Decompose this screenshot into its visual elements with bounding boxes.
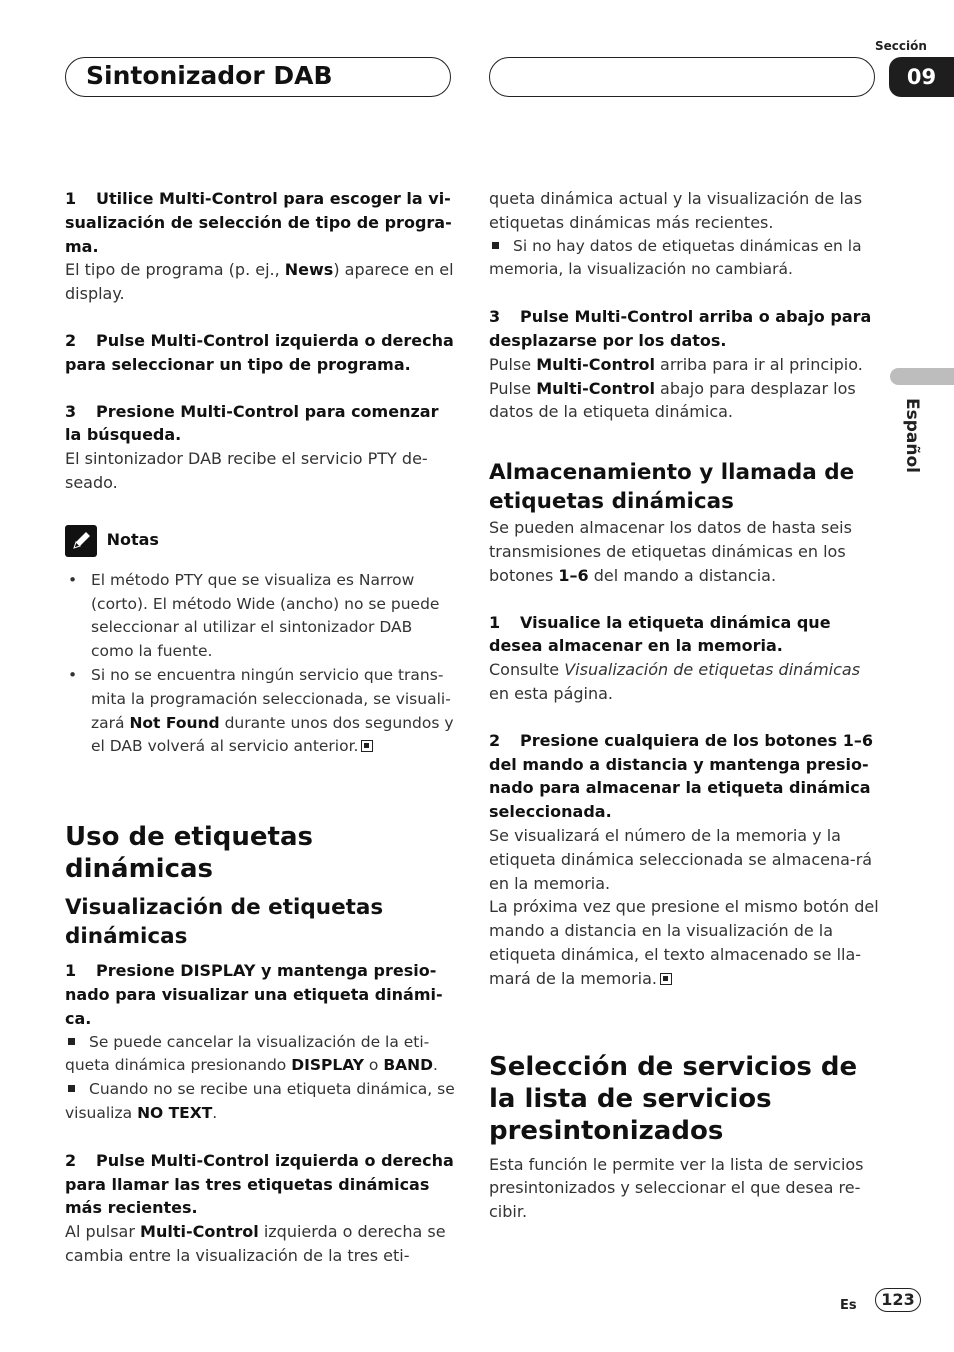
right-column [489, 187, 879, 1224]
store-step-1-text: Consulte Visualización de etiquetas dinámicas en esta página. [489, 660, 861, 703]
end-mark-icon [660, 973, 672, 985]
heading-visualizacion: Visualización de etiquetas dinámicas [65, 895, 384, 950]
continued-bullet: Si no hay datos de etiquetas dinámicas en la memoria, la visualización no cambiará. [489, 236, 862, 279]
vis-step-1-title: 1 Presione DISPLAY y mantenga presio-nado para visualizar una etiqueta dinámi-ca. [65, 961, 443, 1028]
continued-text: queta dinámica actual y la visualización de las etiquetas dinámicas más recientes. [489, 189, 863, 232]
note-item-2: • Si no se encuentra ningún servicio que trans-mita la programación seleccionada, se visuali-zará Not Found durante unos dos segundos y el DAB volverá al servicio anterior. [68, 665, 454, 756]
step-1-title: 1 Utilice Multi-Control para escoger la vi-sualización de selección de tipo de progra-ma. [65, 189, 452, 256]
store-step-1-title: 1 Visualice la etiqueta dinámica que desea almacenar en la memoria. [489, 612, 831, 656]
pencil-note-icon [65, 525, 97, 557]
header-blank-frame [489, 57, 875, 97]
store-step-2-title: 2 Presione cualquiera de los botones 1–6 del mando a distancia y mantenga presio-nado para almacenar la etiqueta dinámica seleccionada. [489, 730, 874, 822]
step-1-text: El tipo de programa (p. ej., News) aparece en el display. [65, 260, 454, 304]
language-tab [890, 368, 954, 385]
step-3-title: 3 Presione Multi-Control para comenzar la búsqueda. [65, 401, 439, 445]
vis-step-2-title: 2 Pulse Multi-Control izquierda o derecha para llamar las tres etiquetas dinámicas más recientes. [65, 1150, 454, 1218]
vis-bullet-1: Se puede cancelar la visualización de la eti-queta dinámica presionando DISPLAY o BAND. [65, 1032, 438, 1075]
heading-uso-etiquetas: Uso de etiquetas dinámicas [65, 822, 313, 885]
section-number-badge: 09 [889, 57, 954, 97]
store-step-2-text-1: Se visualizará el número de la memoria y la etiqueta dinámica seleccionada se almacena-rá en la memoria. [489, 825, 873, 893]
vis-step-2-text: Al pulsar Multi-Control izquierda o derecha se cambia entre la visualización de la tres eti- [65, 1222, 446, 1265]
vis-bullet-2: Cuando no se recibe una etiqueta dinámica, se visualiza NO TEXT. [65, 1080, 455, 1122]
page-number: 123 [875, 1288, 921, 1312]
header-title-frame [65, 57, 451, 97]
store-step-2-text-2: La próxima vez que presione el mismo botón del mando a distancia en la visualización de la etiqueta dinámica, el texto almacenado se lla-mará de la memoria. [489, 897, 879, 988]
step-3-scroll-text: Pulse Multi-Control arriba para ir al principio. Pulse Multi-Control abajo para desplazar los datos de la etiqueta dinámica. [489, 354, 863, 422]
step-3-text: El sintonizador DAB recibe el servicio PTY de-seado. [65, 449, 428, 492]
heading-seleccion-servicios: Selección de servicios de la lista de servicios presintonizados [489, 1051, 858, 1146]
language-label: Español [902, 398, 922, 473]
left-column [65, 187, 455, 1268]
section-label: Sección [875, 39, 927, 53]
step-3-scroll-title: 3 Pulse Multi-Control arriba o abajo para desplazarse por los datos. [489, 307, 872, 350]
almacenamiento-intro: Se pueden almacenar los datos de hasta seis transmisiones de etiquetas dinámicas en los botones 1–6 del mando a distancia. [489, 518, 852, 585]
notes-title: Notas [106, 530, 159, 550]
page-header-title: Sintonizador DAB [86, 61, 333, 90]
heading-almacenamiento: Almacenamiento y llamada de etiquetas dinámicas [489, 460, 855, 515]
step-2-title: 2 Pulse Multi-Control izquierda o derecha para seleccionar un tipo de programa. [65, 330, 454, 374]
notes-heading [65, 525, 455, 557]
note-item-1: • El método PTY que se visualiza es Narrow (corto). El método Wide (ancho) no se puede seleccionar al utilizar el sintonizador DAB como la fuente. [68, 570, 440, 661]
end-mark-icon [361, 740, 373, 752]
footer-lang-code: Es [840, 1298, 857, 1313]
seleccion-text: Esta función le permite ver la lista de servicios presintonizados y seleccionar el que desea re-cibir. [489, 1154, 864, 1222]
